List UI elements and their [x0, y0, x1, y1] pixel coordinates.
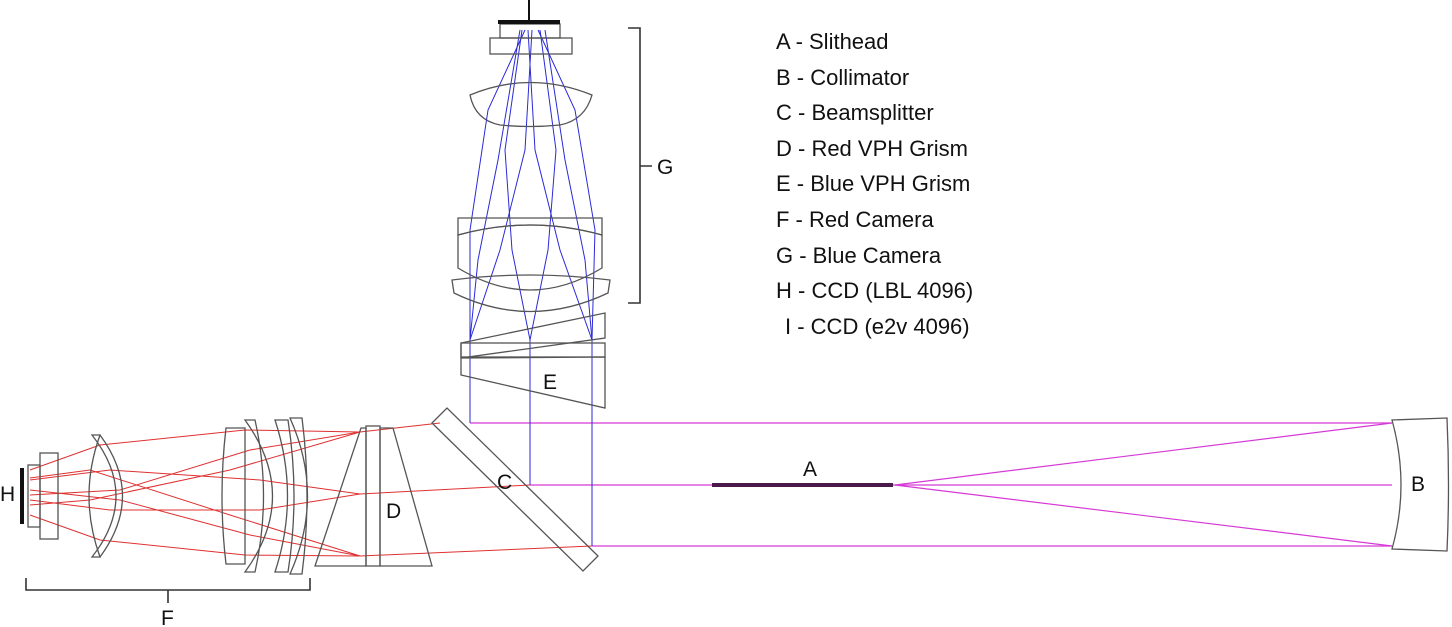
label-d: D [386, 500, 402, 523]
legend-item-red-camera: F - Red Camera [776, 206, 934, 232]
blue-rays [470, 30, 595, 546]
legend-item-slithead: A - Slithead [776, 29, 889, 54]
label-f: F [161, 607, 174, 627]
label-c: C [497, 471, 513, 494]
legend-item-red-vph-grism: D - Red VPH Grism [776, 135, 968, 161]
legend-item-blue-camera: G - Blue Camera [776, 242, 942, 268]
legend-item-blue-vph-grism: E - Blue VPH Grism [776, 171, 971, 197]
label-e: E [543, 371, 558, 394]
red-camera-bracket [26, 578, 310, 603]
collimator-beam [470, 423, 1392, 546]
legend-item-ccd-e2v: I - CCD (e2v 4096) [785, 313, 970, 339]
legend [776, 27, 973, 347]
legend-item-collimator: B - Collimator [776, 64, 910, 90]
blue-camera-bracket [628, 28, 652, 303]
label-g: G [657, 156, 674, 179]
label-b: B [1411, 473, 1426, 496]
legend-item-beamsplitter: C - Beamsplitter [776, 100, 934, 126]
ccd-lbl-4096 [22, 453, 58, 539]
red-vph-grism [315, 426, 432, 566]
legend-item-ccd-lbl: H - CCD (LBL 4096) [776, 278, 974, 304]
label-h: H [0, 483, 16, 506]
label-a: A [803, 458, 818, 481]
